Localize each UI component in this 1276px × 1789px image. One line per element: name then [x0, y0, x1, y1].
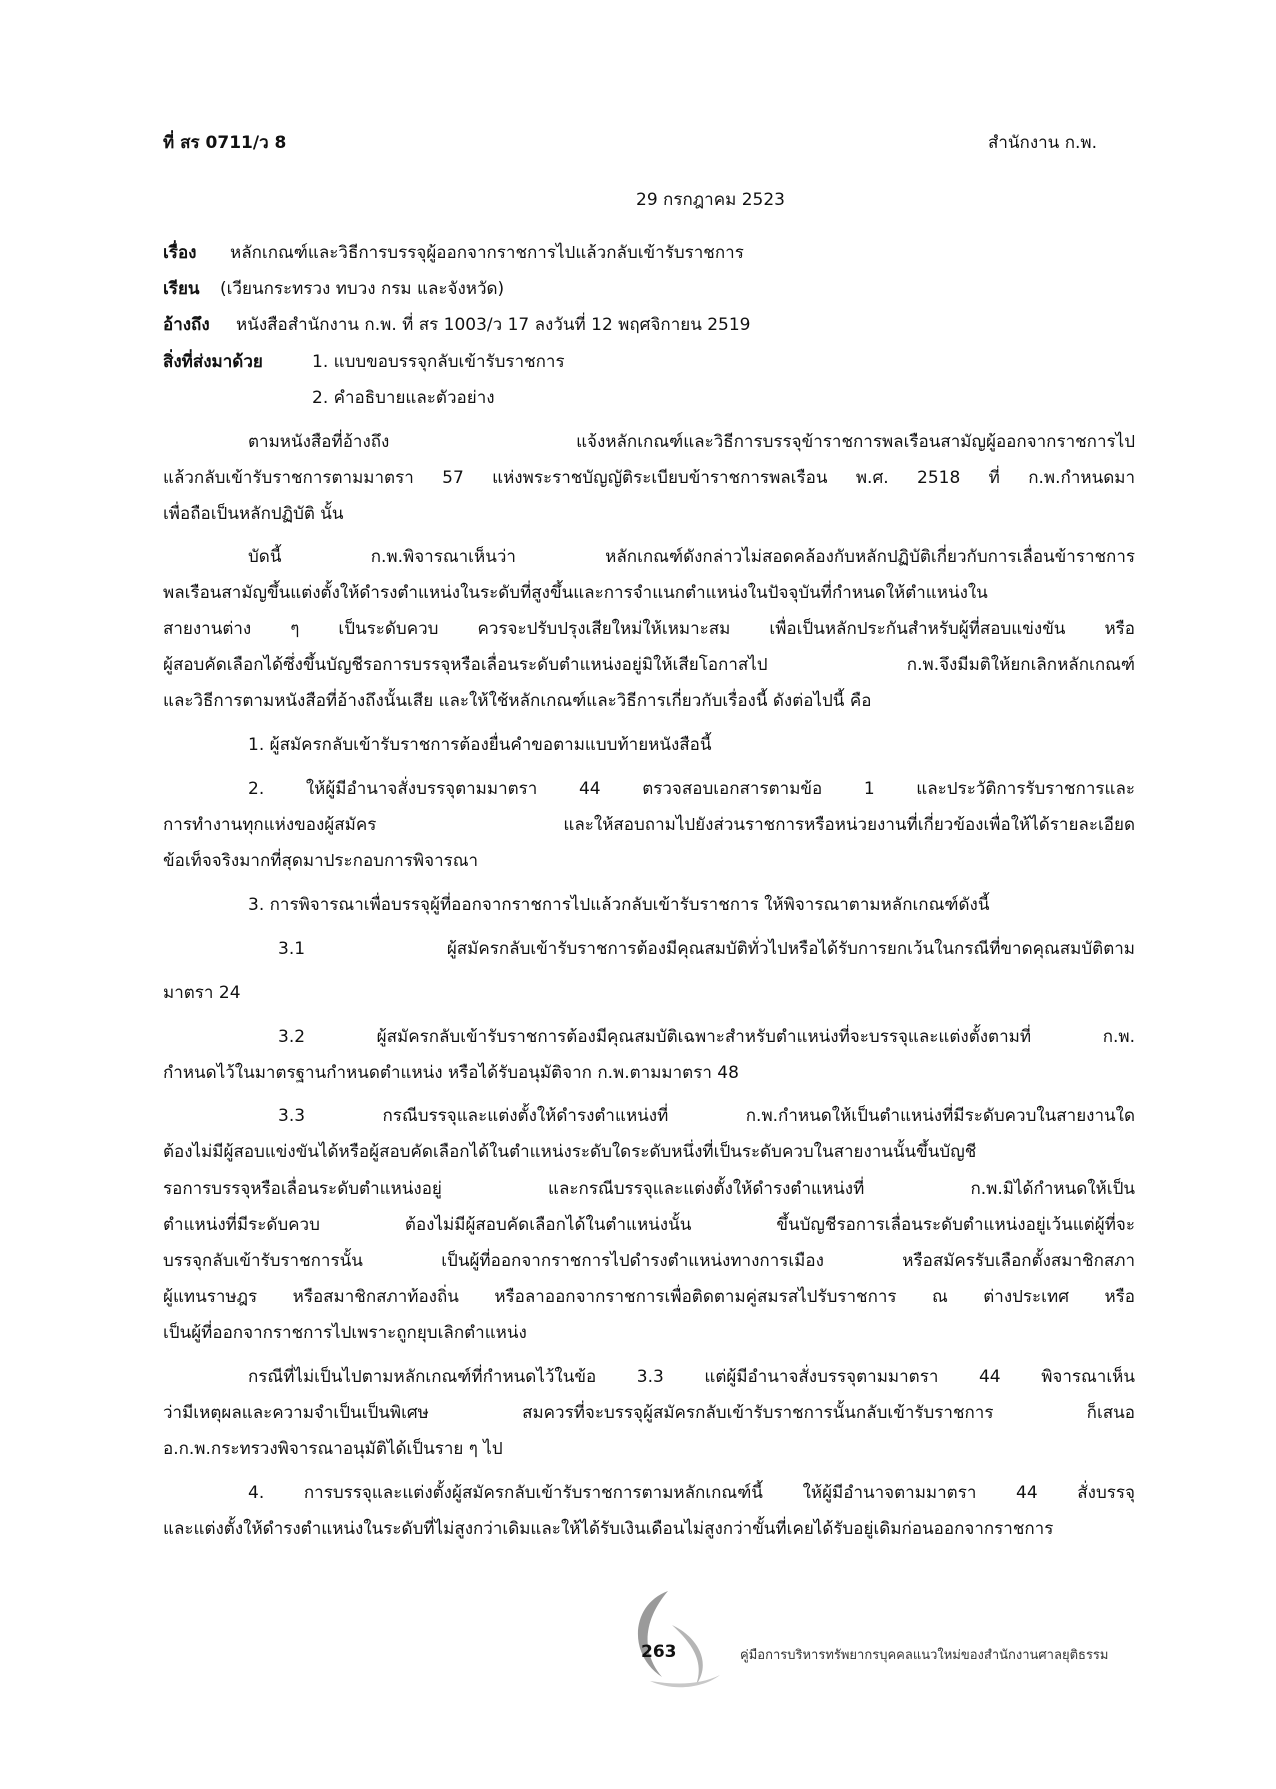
item-3: 3. การพิจารณาเพื่อบรรจุผู้ที่ออกจากราชการไปแล้วกลับเข้ารับราชการ ให้พิจารณาตามหลักเกณฑ์ดังนี้ [248, 895, 990, 915]
to-label: เรียน [163, 279, 200, 299]
item-3-1-line-1: 3.1 ผู้สมัครกลับเข้ารับราชการต้องมีคุณสมบัติทั่วไปหรือได้รับการยกเว้นในกรณีที่ขาดคุณสมบัติตาม [278, 939, 1135, 959]
paragraph-2-line-1: บัดนี้ ก.พ.พิจารณาเห็นว่า หลักเกณฑ์ดังกล่าวไม่สอดคล้องกับหลักปฏิบัติเกี่ยวกับการเลื่อนข้าราชการ [248, 547, 1135, 567]
item-3-3-line-1: 3.3 กรณีบรรจุและแต่งตั้งให้ดำรงตำแหน่งที่ ก.พ.กำหนดให้เป็นตำแหน่งที่มีระดับควบในสายงานใด [278, 1106, 1135, 1126]
item-2-line-3: ข้อเท็จจริงมากที่สุดมาประกอบการพิจารณา [163, 851, 479, 871]
item-3-3-line-4: ตำแหน่งที่มีระดับควบ ต้องไม่มีผู้สอบคัดเลือกได้ในตำแหน่งนั้น ขึ้นบัญชีรอการเลื่อนระดับตำแหน่งอยู่เว้นแต่ผู้ที่จะ [163, 1215, 1135, 1235]
item-4-line-1: 4. การบรรจุและแต่งตั้งผู้สมัครกลับเข้ารับราชการตามหลักเกณฑ์นี้ ให้ผู้มีอำนาจตามมาตรา 44 สั่งบรรจุ [248, 1483, 1135, 1503]
paragraph-2-line-5: และวิธีการตามหนังสือที่อ้างถึงนั้นเสีย และให้ใช้หลักเกณฑ์และวิธีการเกี่ยวกับเรื่องนี้ ดังต่อไปนี้ คือ [163, 691, 872, 711]
paragraph-3-line-3: อ.ก.พ.กระทรวงพิจารณาอนุมัติได้เป็นราย ๆ ไป [163, 1439, 503, 1459]
to-text: (เวียนกระทรวง ทบวง กรม และจังหวัด) [220, 279, 505, 299]
paragraph-1-line-2: แล้วกลับเข้ารับราชการตามมาตรา 57 แห่งพระราชบัญญัติระเบียบข้าราชการพลเรือน พ.ศ. 2518 ที่ ก.พ.กำหนดมา [163, 468, 1135, 488]
item-3-3-line-2: ต้องไม่มีผู้สอบแข่งขันได้หรือผู้สอบคัดเลือกได้ในตำแหน่งระดับใดระดับหนึ่งที่เป็นระดับควบในสายงานนั้นขึ้นบัญชี [163, 1142, 977, 1162]
footer-book-title: คู่มือการบริหารทรัพยากรบุคคลแนวใหม่ของสำนักงานศาลยุติธรรม [740, 1648, 1109, 1663]
item-3-2-line-2: กำหนดไว้ในมาตรฐานกำหนดตำแหน่ง หรือได้รับอนุมัติจาก ก.พ.ตามมาตรา 48 [163, 1063, 739, 1083]
court-logo-icon [610, 1585, 730, 1695]
item-1: 1. ผู้สมัครกลับเข้ารับราชการต้องยื่นคำขอตามแบบท้ายหนังสือนี้ [248, 735, 712, 755]
paragraph-2-line-4: ผู้สอบคัดเลือกได้ซึ่งขึ้นบัญชีรอการบรรจุหรือเลื่อนระดับตำแหน่งอยู่มิให้เสียโอกาสไป ก.พ.จึงมีมติให้ยกเลิกหลักเกณฑ์ [163, 655, 1135, 675]
item-3-1-line-2: มาตรา 24 [163, 983, 241, 1003]
paragraph-2-line-3: สายงานต่าง ๆ เป็นระดับควบ ควรจะปรับปรุงเสียใหม่ให้เหมาะสม เพื่อเป็นหลักประกันสำหรับผู้ที่สอบแข่งขัน หรือ [163, 619, 1135, 639]
issuing-office: สำนักงาน ก.พ. [988, 133, 1098, 153]
paragraph-3-line-2: ว่ามีเหตุผลและความจำเป็นเป็นพิเศษ สมควรที่จะบรรจุผู้สมัครกลับเข้ารับราชการนั้นกลับเข้ารับราชการ ก็เสนอ [163, 1403, 1135, 1423]
page-number: 263 [641, 1642, 677, 1662]
enclosure-item-1: 1. แบบขอบรรจุกลับเข้ารับราชการ [312, 352, 565, 372]
ref-label: อ้างถึง [163, 315, 210, 335]
paragraph-3-line-1: กรณีที่ไม่เป็นไปตามหลักเกณฑ์ที่กำหนดไว้ในข้อ 3.3 แต่ผู้มีอำนาจสั่งบรรจุตามมาตรา 44 พิจารณาเห็น [248, 1367, 1135, 1387]
item-3-2-line-1: 3.2 ผู้สมัครกลับเข้ารับราชการต้องมีคุณสมบัติเฉพาะสำหรับตำแหน่งที่จะบรรจุและแต่งตั้งตามที่ ก.พ. [278, 1027, 1135, 1047]
item-3-3-line-6: ผู้แทนราษฎร หรือสมาชิกสภาท้องถิ่น หรือลาออกจากราชการเพื่อติดตามคู่สมรสไปรับราชการ ณ ต่างประเทศ หรือ [163, 1287, 1135, 1307]
enclosure-label: สิ่งที่ส่งมาด้วย [163, 352, 263, 372]
paragraph-2-line-2: พลเรือนสามัญขึ้นแต่งตั้งให้ดำรงตำแหน่งในระดับที่สูงขึ้นและการจำแนกตำแหน่งในปัจจุบันที่กำหนดให้ตำแหน่งใน [163, 583, 988, 603]
item-3-3-line-3: รอการบรรจุหรือเลื่อนระดับตำแหน่งอยู่ และกรณีบรรจุและแต่งตั้งให้ดำรงตำแหน่งที่ ก.พ.มิได้กำหนดให้เป็น [163, 1179, 1135, 1199]
ref-text: หนังสือสำนักงาน ก.พ. ที่ สร 1003/ว 17 ลงวันที่ 12 พฤศจิกายน 2519 [236, 315, 751, 335]
item-3-3-line-5: บรรจุกลับเข้ารับราชการนั้น เป็นผู้ที่ออกจากราชการไปดำรงตำแหน่งทางการเมือง หรือสมัครรับเลือกตั้งสมาชิกสภา [163, 1251, 1135, 1271]
enclosure-item-2: 2. คำอธิบายและตัวอย่าง [312, 388, 495, 408]
subject-text: หลักเกณฑ์และวิธีการบรรจุผู้ออกจากราชการไปแล้วกลับเข้ารับราชการ [230, 243, 744, 263]
reference-number: ที่ สร 0711/ว 8 [163, 133, 287, 153]
item-4-line-2: และแต่งตั้งให้ดำรงตำแหน่งในระดับที่ไม่สูงกว่าเดิมและให้ได้รับเงินเดือนไม่สูงกว่าขั้นที่เคยได้รับอยู่เดิมก่อนออกจากราชการ [163, 1519, 1054, 1539]
subject-label: เรื่อง [163, 243, 197, 263]
paragraph-1-line-3: เพื่อถือเป็นหลักปฏิบัติ นั้น [163, 504, 344, 524]
document-date: 29 กรกฎาคม 2523 [636, 190, 785, 210]
item-2-line-2: การทำงานทุกแห่งของผู้สมัคร และให้สอบถามไปยังส่วนราชการหรือหน่วยงานที่เกี่ยวข้องเพื่อให้ได้รายละเอียด [163, 815, 1135, 835]
item-2-line-1: 2. ให้ผู้มีอำนาจสั่งบรรจุตามมาตรา 44 ตรวจสอบเอกสารตามข้อ 1 และประวัติการรับราชการและ [248, 779, 1135, 799]
paragraph-1-line-1: ตามหนังสือที่อ้างถึง แจ้งหลักเกณฑ์และวิธีการบรรจุข้าราชการพลเรือนสามัญผู้ออกจากราชการไป [248, 432, 1135, 452]
item-3-3-line-7: เป็นผู้ที่ออกจากราชการไปเพราะถูกยุบเลิกตำแหน่ง [163, 1323, 527, 1343]
